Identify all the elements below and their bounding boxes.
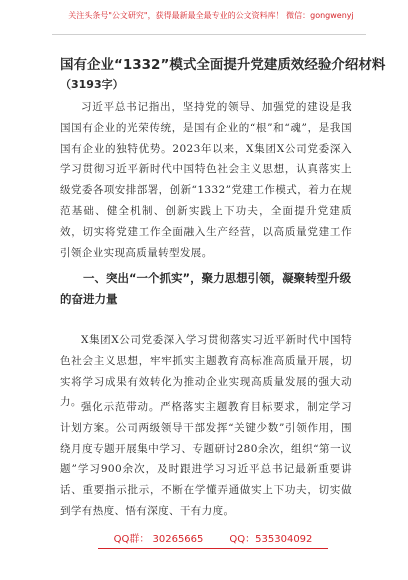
- section-paragraph-2: 强化示范带动。严格落实主题教育目标要求，制定学习计划方案。公司两级领导干部发挥“关键少数”引领作用，围绕月度专题开展集中学习、专题研讨280余次，组织“第一议题”学习900余次，及时跟进学习习近平总书记最新重要讲话、重要指示批示，不断在学懂弄通做实上下功夫，切实做到学有热度、悟有深度、干有力度。: [60, 401, 352, 517]
- qq-number: QQ：535304092: [229, 534, 313, 545]
- section-paragraph-1: X集团X公司党委深入学习贯彻落实习近平新时代中国特色社会主义思想，牢牢抓实主题教育高标准高质量开展，切实将学习成果有效转化为推动企业实现高质量发展的强大动力。: [60, 334, 352, 409]
- qq-group-number: QQ群： 30265665: [113, 534, 204, 545]
- footer-contact: [98, 533, 328, 549]
- word-count: （3193字）: [60, 78, 124, 91]
- document-title: 国有企业“1332”模式全面提升党建质效经验介绍材料: [60, 57, 386, 73]
- section-heading-1: 一、突出“一个抓实”，聚力思想引领，凝聚转型升级的奋进力量: [60, 271, 352, 306]
- header-divider: [52, 34, 366, 35]
- header-banner: 关注头条号"公文研究"，获得最新最全最专业的公文资料库！ 微信：gongwenyj: [68, 11, 354, 20]
- intro-paragraph: 习近平总书记指出，坚持党的领导、加强党的建设是我国国有企业的光荣传统，是国有企业的“根”和“魂”，是我国国有企业的独特优势。2023年以来，X集团X公司党委深入学习贯彻习近平新时代中国特色社会主义思想，认真落实上级党委各项安排部署，创新“1332”党建工作模式，着力在规范基础、健全机制、创新实践上下功夫，全面提升党建质效，切实将党建工作全面融入生产经营，以高质量党建工作引领企业实现高质量转型发展。: [60, 101, 352, 259]
